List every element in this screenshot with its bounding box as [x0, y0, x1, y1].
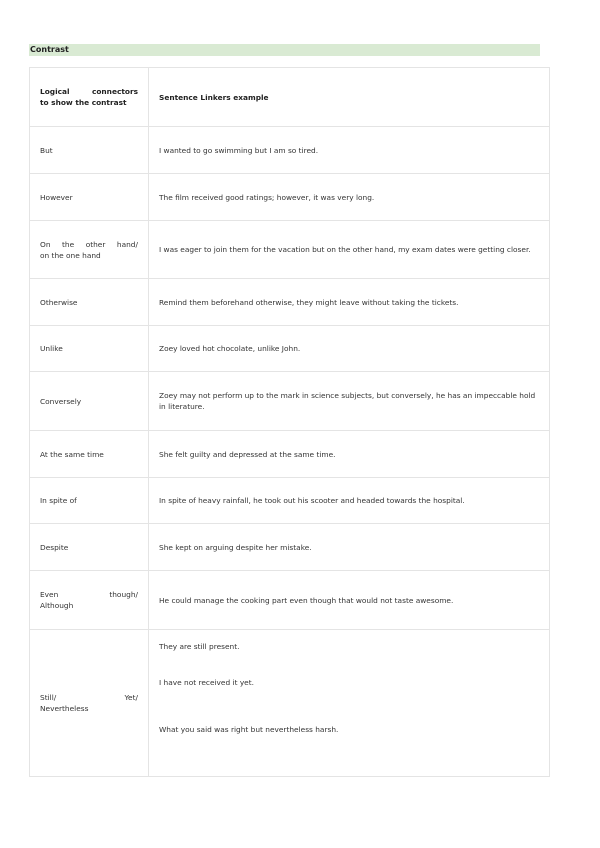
table-row	[30, 478, 550, 524]
table-row	[30, 326, 550, 372]
table-row	[30, 127, 550, 174]
example-cell: He could manage the cooking part even though that would not taste awesome.	[149, 571, 550, 630]
connector-cell: However	[30, 174, 149, 221]
table-row	[30, 431, 550, 478]
connector-cell: At the same time	[30, 431, 149, 478]
table-row	[30, 174, 550, 221]
example-line: I have not received it yet.	[159, 678, 254, 687]
example-cell: She felt guilty and depressed at the same time.	[149, 431, 550, 478]
connector-line1: Still/ Yet/	[40, 693, 138, 702]
connector-line1: On the other hand/	[40, 239, 138, 249]
connector-line2: Although	[40, 601, 74, 610]
example-line: What you said was right but nevertheless harsh.	[159, 725, 339, 734]
table-row	[30, 221, 550, 279]
table-row	[30, 524, 550, 571]
connector-cell	[30, 571, 149, 630]
connector-cell: Unlike	[30, 326, 149, 372]
connector-line2: Nevertheless	[40, 704, 89, 713]
connector-cell: Otherwise	[30, 279, 149, 326]
example-cell: Zoey loved hot chocolate, unlike John.	[149, 326, 550, 372]
connector-cell: But	[30, 127, 149, 174]
connector-line2: on the one hand	[40, 250, 101, 260]
connector-cell	[30, 221, 149, 279]
example-cell: In spite of heavy rainfall, he took out his scooter and headed towards the hospital.	[149, 478, 550, 524]
connector-cell: In spite of	[30, 478, 149, 524]
header-connectors-line2: to show the contrast	[40, 98, 127, 107]
example-line: They are still present.	[159, 642, 240, 651]
connector-cell: Despite	[30, 524, 149, 571]
table-header-row	[30, 68, 550, 127]
example-cell: Remind them beforehand otherwise, they might leave without taking the tickets.	[149, 279, 550, 326]
connector-cell	[30, 630, 149, 777]
example-cell: The film received good ratings; however, it was very long.	[149, 174, 550, 221]
example-cell: I was eager to join them for the vacation but on the other hand, my exam dates were getting closer.	[149, 221, 550, 279]
example-cell	[149, 630, 550, 777]
example-cell: Zoey may not perform up to the mark in science subjects, but conversely, he has an impeccable hold in literature.	[149, 372, 550, 431]
table-row	[30, 279, 550, 326]
linkers-table	[29, 67, 550, 777]
connector-line1: Even though/	[40, 590, 138, 599]
section-title: Contrast	[29, 44, 540, 56]
header-connectors	[30, 68, 149, 127]
header-examples: Sentence Linkers example	[149, 68, 550, 127]
connector-cell: Conversely	[30, 372, 149, 431]
table-row	[30, 571, 550, 630]
example-cell: She kept on arguing despite her mistake.	[149, 524, 550, 571]
table-row	[30, 372, 550, 431]
header-connectors-line1: Logical connectors	[40, 87, 138, 96]
table-row	[30, 630, 550, 777]
example-cell: I wanted to go swimming but I am so tired.	[149, 127, 550, 174]
